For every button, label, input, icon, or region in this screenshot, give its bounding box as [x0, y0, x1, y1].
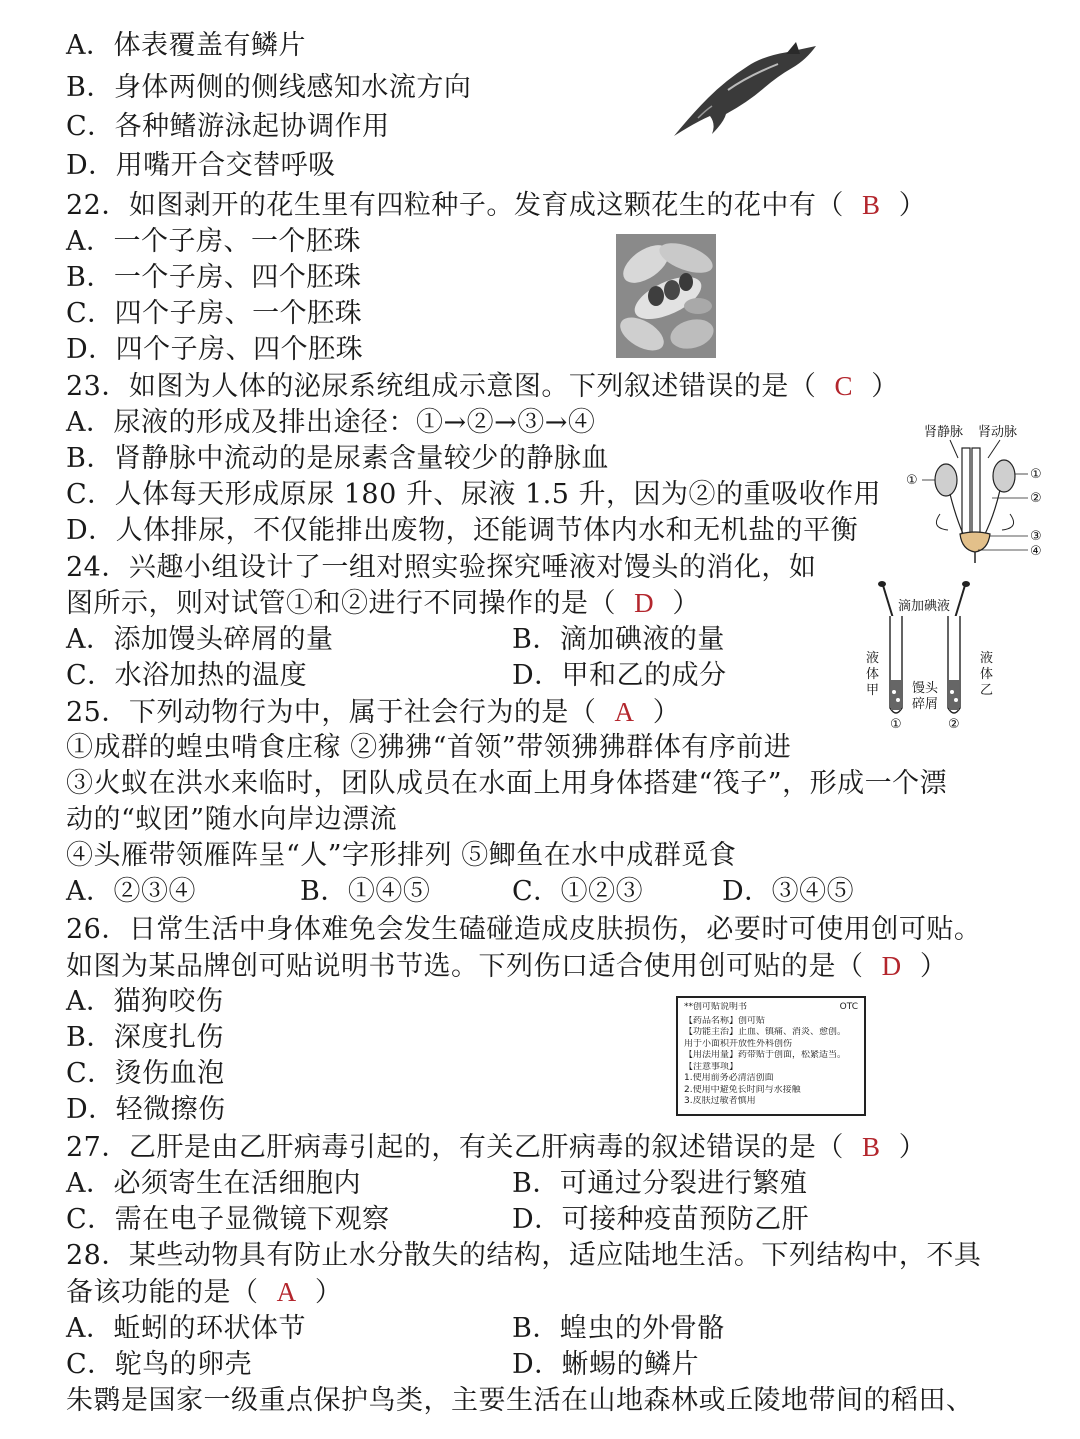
booklet-row: 【功能主治】止血、镇痛、消炎、愈创。 — [684, 1027, 847, 1037]
q26-option-b: B．深度扎伤 — [66, 1022, 224, 1053]
q27-stem: 27．乙肝是由乙肝病毒引起的，有关乙肝病毒的叙述错误的是（ B ） — [66, 1132, 927, 1163]
liquid-b-1: 液 — [980, 651, 994, 666]
iodine-label: 滴加碘液 — [898, 599, 951, 614]
q28-option-d: D．蜥蜴的鳞片 — [512, 1349, 700, 1380]
q22-option-c: C．四个子房、一个胚珠 — [66, 298, 363, 329]
q23-option-a: A．尿液的形成及排出途径：①→②→③→④ — [66, 407, 596, 438]
q28-options-row1: A．蚯蚓的环状体节 B．蝗虫的外骨骼 — [66, 1311, 306, 1347]
booklet-row: 2.使用中避免长时间与水接触 — [684, 1084, 801, 1095]
q24-options-row1: A．添加馒头碎屑的量 B．滴加碘液的量 — [66, 622, 334, 658]
mark-2-top: ① — [1030, 467, 1042, 482]
q25-item-line3: 动的“蚁团”随水向岸边漂流 — [66, 804, 398, 835]
q24-option-b: B．滴加碘液的量 — [512, 624, 725, 655]
q25-answer: A — [614, 697, 635, 727]
q26-option-a: A．猫狗咬伤 — [66, 986, 224, 1017]
q26-option-c: C．烫伤血泡 — [66, 1058, 225, 1089]
mark-1: ① — [906, 473, 918, 488]
mark-3: ③ — [1030, 529, 1042, 544]
q22-option-b: B．一个子房、四个胚珠 — [66, 262, 362, 293]
q25-option-d: D．③④⑤ — [722, 876, 855, 907]
renal-artery-label: 肾动脉 — [978, 425, 1018, 440]
booklet-row: 1.使用前务必清洁创面 — [684, 1073, 774, 1083]
bread-label-1: 馒头 — [912, 681, 939, 696]
q27-option-b: B．可通过分裂进行繁殖 — [512, 1168, 808, 1199]
q22-option-d: D．四个子房、四个胚珠 — [66, 334, 364, 365]
q21-option-b: B．身体两侧的侧线感知水流方向 — [66, 72, 472, 103]
urinary-system-figure — [900, 418, 1050, 568]
q23-option-b: B．肾静脉中流动的是尿素含量较少的静脉血 — [66, 443, 609, 474]
q25-stem: 25．下列动物行为中，属于社会行为的是（ A ） — [66, 697, 681, 728]
tube-2-label: ② — [948, 717, 960, 730]
q23-option-c: C．人体每天形成原尿 180 升、尿液 1.5 升，因为②的重吸收作用 — [66, 479, 881, 510]
q25-item-line1: ①成群的蝗虫啃食庄稼 ②狒狒“首领”带领狒狒群体有序前进 — [66, 732, 792, 763]
liquid-a-2: 体 — [866, 667, 880, 682]
bread-label-2: 碎屑 — [912, 697, 939, 712]
q27-options-row1: A．必须寄生在活细胞内 B．可通过分裂进行繁殖 — [66, 1166, 361, 1202]
q26-stem-line1: 26．日常生活中身体难免会发生磕碰造成皮肤损伤，必要时可使用创可贴。 — [66, 914, 982, 945]
q24-stem-line2: 图所示，则对试管①和②进行不同操作的是（ D ） — [66, 588, 700, 619]
sturgeon-figure — [668, 40, 820, 140]
q25-options: A．②③④ B．①④⑤ C．①②③ D．③④⑤ — [66, 874, 196, 910]
q25-item-line2: ③火蚁在洪水来临时，团队成员在水面上用身体搭建“筏子”，形成一个漂 — [66, 768, 948, 799]
liquid-a-1: 液 — [866, 651, 880, 666]
q23-answer: C — [834, 371, 854, 401]
test-tube-figure — [862, 580, 1012, 730]
liquid-a-3: 甲 — [866, 683, 880, 698]
q27-answer: B — [862, 1132, 881, 1162]
booklet-row: 【注意事项】 — [684, 1061, 739, 1072]
mark-2: ② — [1030, 491, 1042, 506]
q22-option-a: A．一个子房、一个胚珠 — [66, 226, 361, 257]
booklet-row: 用于小面积开放性外科创伤 — [684, 1038, 793, 1049]
q21-option-d: D．用嘴开合交替呼吸 — [66, 150, 336, 181]
q21-option-a: A．体表覆盖有鳞片 — [66, 30, 306, 61]
q23-option-d: D．人体排尿，不仅能排出废物，还能调节体内水和无机盐的平衡 — [66, 515, 859, 546]
liquid-b-3: 乙 — [980, 683, 994, 698]
q28-stem-line2: 备该功能的是（ A ） — [66, 1277, 343, 1308]
q25-option-b: B．①④⑤ — [300, 876, 431, 907]
q24-option-d: D．甲和乙的成分 — [512, 660, 727, 691]
q26-option-d: D．轻微擦伤 — [66, 1094, 226, 1125]
mark-4: ④ — [1030, 544, 1042, 559]
next-passage-line: 朱鹮是国家一级重点保护鸟类，主要生活在山地森林或丘陵地带间的稻田、 — [66, 1385, 974, 1416]
booklet-title: **创可贴说明书 — [684, 1002, 748, 1012]
q24-stem-line1: 24．兴趣小组设计了一组对照实验探究唾液对馒头的消化，如 — [66, 552, 817, 583]
liquid-b-2: 体 — [980, 667, 994, 682]
otc-label: OTC — [839, 1002, 858, 1012]
q25-item-line4: ④头雁带领雁阵呈“人”字形排列 ⑤鲫鱼在水中成群觅食 — [66, 840, 737, 871]
renal-vein-label: 肾静脉 — [924, 425, 964, 440]
q26-stem-line2: 如图为某品牌创可贴说明书节选。下列伤口适合使用创可贴的是（ D ） — [66, 951, 948, 982]
booklet-row: 【用法用量】药带贴于创面，松紧适当。 — [684, 1050, 847, 1060]
q26-answer: D — [881, 951, 902, 981]
tube-1-label: ① — [890, 717, 902, 730]
q21-option-c: C．各种鳍游泳起协调作用 — [66, 111, 390, 142]
q28-option-b: B．蝗虫的外骨骼 — [512, 1313, 725, 1344]
q28-stem-line1: 28．某些动物具有防止水分散失的结构，适应陆地生活。下列结构中，不具 — [66, 1240, 982, 1271]
q24-options-row2: C．水浴加热的温度 D．甲和乙的成分 — [66, 658, 307, 694]
q27-option-d: D．可接种疫苗预防乙肝 — [512, 1204, 810, 1235]
booklet-row: 【药品名称】创可贴 — [684, 1015, 766, 1026]
q25-option-c: C．①②③ — [512, 876, 644, 907]
peanut-photo — [616, 234, 716, 358]
q28-options-row2: C．鸵鸟的卵壳 D．蜥蜴的鳞片 — [66, 1347, 252, 1383]
q24-answer: D — [634, 588, 655, 618]
q22-stem: 22．如图剥开的花生里有四粒种子。发育成这颗花生的花中有（ B ） — [66, 190, 927, 221]
q23-stem: 23．如图为人体的泌尿系统组成示意图。下列叙述错误的是（ C ） — [66, 371, 899, 402]
q28-answer: A — [276, 1277, 297, 1307]
q27-options-row2: C．需在电子显微镜下观察 D．可接种疫苗预防乙肝 — [66, 1202, 390, 1238]
q22-answer: B — [862, 190, 881, 220]
bandage-instructions — [676, 996, 866, 1116]
booklet-row: 3.皮肤过敏者慎用 — [684, 1096, 756, 1106]
